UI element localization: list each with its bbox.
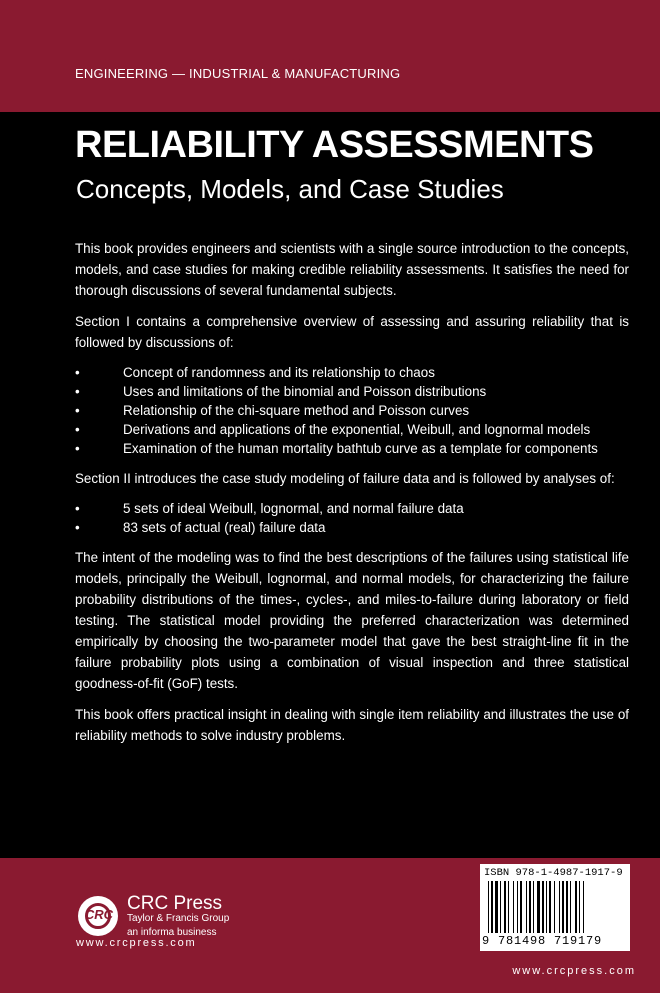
barcode-bar [583, 881, 584, 933]
bullet-icon: • [75, 520, 80, 535]
barcode-bar [579, 881, 580, 933]
list-item: • Examination of the human mortality bathtub curve as a template for components [75, 441, 598, 456]
barcode-bar [559, 881, 560, 933]
publisher-url: www.crcpress.com [76, 937, 197, 949]
publisher-name: CRC Press [127, 893, 223, 914]
book-subtitle: Concepts, Models, and Case Studies [76, 174, 504, 204]
section-two-topics-list [75, 499, 629, 537]
category-label: ENGINEERING — INDUSTRIAL & MANUFACTURING [75, 66, 401, 81]
bullet-icon: • [75, 441, 80, 456]
barcode-bar [488, 881, 489, 933]
barcode-bar [495, 881, 498, 933]
list-item: • Uses and limitations of the binomial and Poisson distributions [75, 384, 487, 399]
publisher-affiliation: an informa business [127, 927, 217, 938]
list-item: • Relationship of the chi-square method and Poisson curves [75, 403, 470, 418]
barcode-bar [526, 881, 527, 933]
barcode-bar [537, 881, 540, 933]
barcode-bar [517, 881, 518, 933]
isbn-label: ISBN 978-1-4987-1917-9 [484, 867, 623, 879]
barcode-bar [500, 881, 501, 933]
barcode-bar [520, 881, 522, 933]
description-paragraph: This book offers practical insight in dealing with single item reliability and illustrates the use of reliability methods to solve industry problems. [75, 707, 629, 743]
bullet-icon: • [75, 365, 80, 380]
bullet-icon: • [75, 384, 80, 399]
barcode-bar [549, 881, 551, 933]
list-item: • 83 sets of actual (real) failure data [75, 520, 326, 535]
list-item: • Derivations and applications of the exponential, Weibull, and lognormal models [75, 422, 591, 437]
barcode-bar [566, 881, 568, 933]
bullet-icon: • [75, 403, 80, 418]
bullet-icon: • [75, 501, 80, 516]
barcode-bar [542, 881, 544, 933]
publisher-group: Taylor & Francis Group [127, 913, 230, 924]
barcode-icon [488, 881, 622, 933]
barcode-bar [570, 881, 571, 933]
barcode-bar [508, 881, 509, 933]
isbn-barcode [480, 864, 630, 951]
barcode-bar [554, 881, 555, 933]
description-paragraph: The intent of the modeling was to find the best descriptions of the failures using statistical life models, principally the Weibull, lognormal, and normal models, for characterizing the failure probability distributions of the times-, cycles-, and miles-to-failure during laboratory or field testing. The statistical model providing the preferred characterization was determined empirically by choosing the two-parameter model that gave the best straight-line fit in the failure probability plots using a combination of visual inspection and three statistical goodness-of-fit (GoF) tests. [75, 550, 629, 691]
barcode-bar [575, 881, 577, 933]
barcode-bar [529, 881, 531, 933]
footer-url: www.crcpress.com [512, 965, 636, 977]
section-one-topics-list [75, 363, 629, 458]
description-paragraph: Section II introduces the case study modeling of failure data and is followed by analyses of: [75, 471, 615, 486]
description-paragraph: Section I contains a comprehensive overview of assessing and assuring reliability that is followed by discussions of: [75, 314, 629, 350]
barcode-bar [491, 881, 493, 933]
description [75, 238, 629, 756]
barcode-bar [504, 881, 506, 933]
list-item: • Concept of randomness and its relationship to chaos [75, 365, 435, 380]
bullet-icon: • [75, 422, 80, 437]
barcode-bar [533, 881, 534, 933]
barcode-bar [546, 881, 547, 933]
barcode-digits: 9 781498 719179 [482, 934, 603, 948]
book-title: RELIABILITY ASSESSMENTS [75, 124, 594, 166]
list-item: • 5 sets of ideal Weibull, lognormal, and normal failure data [75, 501, 464, 516]
top-band [0, 0, 660, 112]
crc-logo-text: CRC [84, 907, 114, 922]
description-paragraph: This book provides engineers and scientists with a single source introduction to the concepts, models, and case studies for making credible reliability assessments. It satisfies the need for thorough discussions of several fundamental subjects. [75, 241, 629, 298]
barcode-bar [562, 881, 564, 933]
barcode-bar [513, 881, 514, 933]
